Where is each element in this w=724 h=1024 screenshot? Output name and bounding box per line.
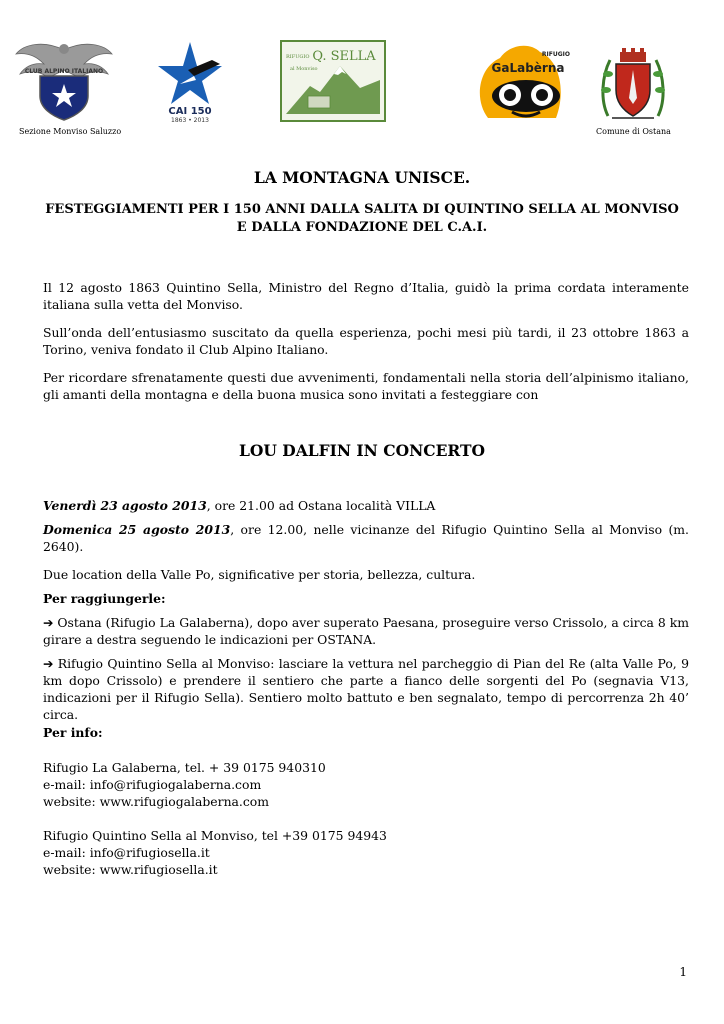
cai150-logo: [150, 40, 230, 122]
events-section: [43, 497, 689, 723]
directions-heading: Per raggiungerle:: [43, 591, 166, 606]
svg-text:Q. SELLA: Q. SELLA: [312, 49, 376, 64]
event-date: Venerdì 23 agosto 2013: [43, 498, 207, 513]
svg-text:RIFUGIO: RIFUGIO: [286, 54, 310, 60]
svg-text:CAI 150: CAI 150: [168, 106, 212, 117]
event-date: Domenica 25 agosto 2013: [43, 522, 231, 537]
intro-paragraph: Il 12 agosto 1863 Quintino Sella, Ministro del Regno d’Italia, guidò la prima cordata interamente italiana sulla vetta del Monviso.: [43, 280, 689, 312]
svg-text:GaLabèrna: GaLabèrna: [491, 61, 565, 75]
concert-title: LOU DALFIN IN CONCERTO: [238, 441, 486, 460]
contact-block: [43, 759, 689, 810]
contact-website: website: www.rifugiosella.it: [43, 862, 218, 877]
subtitle-line: E DALLA FONDAZIONE DEL C.A.I.: [236, 220, 488, 235]
contact-block: [43, 827, 689, 878]
svg-text:CLUB ALPINO ITALIANO: CLUB ALPINO ITALIANO: [24, 68, 104, 75]
contact-name: Rifugio Quintino Sella al Monviso, tel +39 0175 94943: [43, 828, 387, 843]
intro-section: [43, 279, 689, 403]
event-line: [43, 521, 689, 555]
direction-item: ➔ Rifugio Quintino Sella al Monviso: lasciare la vettura nel parcheggio di Pian del Re (alta Valle Po, 9 km dopo Crissolo) e prendere il sentiero che parte a fianco delle sorgenti del Po (segnavia V13, indicazioni per il Rifugio Sella). Sentiero molto battuto e ben segnalato, tempo di percorrenza 2h 40’ circa.: [43, 656, 689, 722]
cai-logo: [14, 40, 114, 122]
rifugio-sella-logo: [280, 40, 386, 122]
comune-ostana-crest: [600, 40, 666, 124]
intro-paragraph: Per ricordare sfrenatamente questi due avvenimenti, fondamentali nella storia dell’alpinismo italiano, gli amanti della montagna e della buona musica sono invitati a festeggiare con: [43, 370, 689, 402]
direction-item: ➔ Ostana (Rifugio La Galaberna), dopo aver superato Paesana, proseguire verso Crissolo, a circa 8 km girare a destra seguendo le indicazioni per OSTANA.: [43, 615, 689, 647]
contact-email: e-mail: info@rifugiogalaberna.com: [43, 777, 262, 792]
info-heading: Per info:: [43, 725, 103, 740]
svg-text:al Monviso: al Monviso: [290, 66, 318, 72]
svg-text:1863 • 2013: 1863 • 2013: [171, 117, 209, 122]
subtitle-line: FESTEGGIAMENTI PER I 150 ANNI DALLA SALITA DI QUINTINO SELLA AL MONVISO: [45, 202, 679, 217]
page-title: LA MONTAGNA UNISCE.: [253, 168, 471, 187]
contact-name: Rifugio La Galaberna, tel. + 39 0175 940310: [43, 760, 326, 775]
caption-comune: Comune di Ostana: [596, 127, 671, 136]
page-number: 1: [679, 965, 687, 979]
contact-website: website: www.rifugiogalaberna.com: [43, 794, 270, 809]
event-detail: , ore 12.00, nelle vicinanze del Rifugio Quintino Sella al Monviso (m. 2640).: [43, 522, 689, 554]
event-line: [43, 497, 689, 514]
locations-text: Due location della Valle Po, significative per storia, bellezza, cultura.: [43, 567, 476, 582]
header-logos: [0, 40, 724, 135]
rifugio-galaberna-logo: [470, 40, 582, 124]
caption-sezione: Sezione Monviso Saluzzo: [19, 127, 122, 136]
contact-email: e-mail: info@rifugiosella.it: [43, 845, 210, 860]
event-detail: , ore 21.00 ad Ostana località VILLA: [206, 498, 436, 513]
svg-text:RIFUGIO: RIFUGIO: [541, 51, 570, 58]
intro-paragraph: Sull’onda dell’entusiasmo suscitato da quella esperienza, pochi mesi più tardi, il 23 ottobre 1863 a Torino, veniva fondato il Club Alpino Italiano.: [43, 325, 689, 357]
info-section: [43, 724, 689, 878]
page-subtitle: [40, 201, 684, 237]
